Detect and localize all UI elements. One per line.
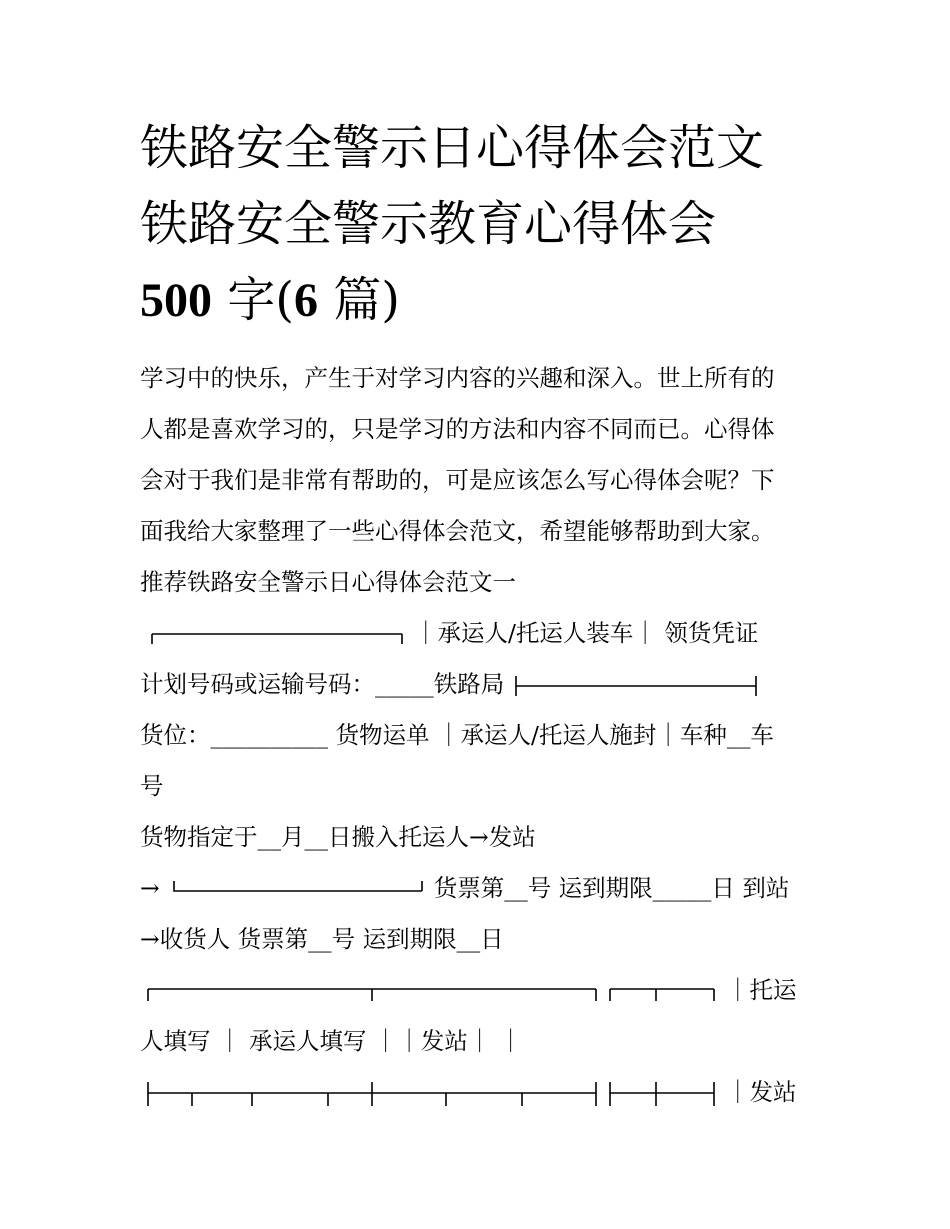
form-row-9-text: ｜发站 (726, 1078, 797, 1106)
table-border-bottom-1 (160, 880, 434, 900)
form-row-2-text: 计划号码或运输号码：_____铁路局 (140, 670, 505, 698)
title-word-count: 500 (140, 274, 212, 327)
paragraph-line-1: 学习中的快乐，产生于对学习内容的兴趣和深入。世上所有的 (140, 364, 775, 392)
title-word-unit: 字( (212, 272, 294, 328)
form-row-6: →收货人 货票第__号 运到期限__日 (140, 925, 504, 953)
form-row-1-text: ｜承运人/托运人装车｜ 领货凭证 (414, 619, 759, 647)
title-line-1: 铁路安全警示日心得体会范文 (140, 120, 765, 176)
form-row-7-text: ｜托运 (726, 976, 797, 1004)
form-row-8: 人填写 ｜ 承运人填写 ｜｜发站｜ ｜ (140, 1027, 523, 1055)
paragraph-line-2: 人都是喜欢学习的，只是学习的方法和内容不同而已。心得体 (140, 415, 775, 443)
form-row-2 (140, 659, 830, 710)
document-body (140, 353, 830, 1118)
table-border-mid-1 (504, 674, 764, 698)
form-row-3: 货位：__________ 货物运单 ｜承运人/托运人施封｜车种__车 (140, 721, 774, 749)
title-line-3 (140, 262, 840, 339)
form-row-7 (140, 965, 830, 1016)
table-border-top-1 (140, 625, 414, 645)
title-line-2: 铁路安全警示教育心得体会 (140, 196, 717, 252)
form-row-9 (140, 1067, 830, 1118)
paragraph-line-4: 面我给大家整理了一些心得体会范文，希望能够帮助到大家。 (140, 517, 775, 545)
title-article-unit: 篇) (318, 272, 400, 328)
table-border-mid-2 (140, 1081, 726, 1107)
form-row-3-continued: 号 (140, 772, 164, 800)
form-row-5-arrow: → (140, 874, 160, 902)
table-border-top-2 (140, 981, 726, 1003)
section-heading: 推荐铁路安全警示日心得体会范文一 (140, 568, 516, 596)
paragraph-line-3: 会对于我们是非常有帮助的，可是应该怎么写心得体会呢？下 (140, 466, 775, 494)
title-article-count: 6 (294, 274, 318, 327)
form-row-4: 货物指定于__月__日搬入托运人→发站 (140, 823, 536, 851)
form-row-5 (140, 863, 830, 914)
document-title (140, 110, 840, 339)
form-row-1 (140, 608, 830, 659)
form-row-5-text: 货票第__号 运到期限_____日 到站 (433, 874, 790, 902)
